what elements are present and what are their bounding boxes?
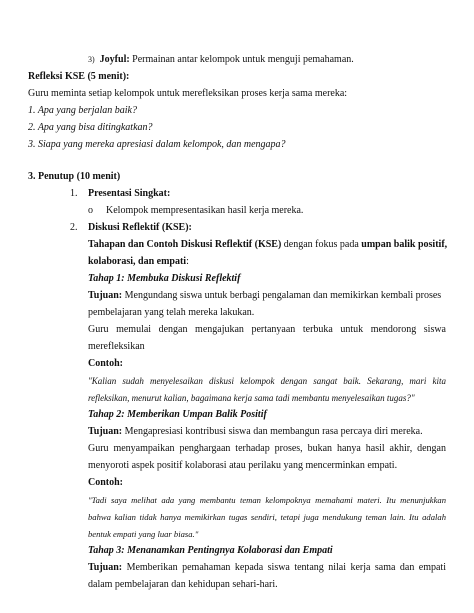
- item1-number: 1.: [70, 188, 78, 199]
- tahap2-quote-line2: bahwa kalian tidak hanya memikirkan tugas sendiri, tetapi juga mendukung teman lain. Itu adalah: [88, 512, 446, 522]
- item2-intro-line2: [88, 256, 189, 268]
- joyful-number: 3): [88, 55, 95, 64]
- item2-intro-line2-bold: kolaborasi, dan empati: [88, 256, 187, 267]
- tahap1-quote-line1: "Kalian sudah menyelesaikan diskusi kelompok dengan sangat baik. Sekarang, mari kita: [88, 376, 446, 386]
- item2-number: 2.: [70, 222, 78, 233]
- refleksi-intro: Guru meminta setiap kelompok untuk merefleksikan proses kerja sama mereka:: [28, 88, 348, 99]
- penutup-heading: 3. Penutup (10 menit): [28, 171, 121, 182]
- tahap2-quote-line1: "Tadi saya melihat ada yang membantu teman kelompoknya memahami materi. Itu menunjukkan: [88, 495, 446, 505]
- tahap1-guru-line1: Guru memulai dengan mengajukan pertanyaan terbuka untuk mendorong siswa: [88, 324, 446, 335]
- tahap2-quote-line3: bentuk empati yang luar biasa.": [88, 529, 199, 539]
- tahap2-guru-line2: menyoroti aspek positif kolaborasi atau perilaku yang mencerminkan empati.: [88, 460, 398, 471]
- item1-bullet: o: [88, 205, 93, 216]
- tahap2-tujuan-line1: [88, 426, 423, 438]
- tahap2-contoh-label: Contoh:: [88, 477, 124, 488]
- refleksi-question-3: 3. Siapa yang mereka apresiasi dalam kelompok, dan mengapa?: [28, 139, 286, 150]
- tahap1-contoh-label: Contoh:: [88, 358, 124, 369]
- tahap1-tujuan-line2: pembelajaran yang telah mereka lakukan.: [88, 307, 255, 318]
- item2-intro-mid: dengan fokus pada: [281, 239, 362, 250]
- tahap1-tujuan-label: Tujuan:: [88, 290, 123, 301]
- joyful-text: Permainan antar kelompok untuk menguji pemahaman.: [129, 54, 354, 65]
- item2-intro-line2-end: :: [186, 256, 189, 267]
- joyful-line: [88, 54, 354, 66]
- tahap1-guru-line2: merefleksikan: [88, 341, 145, 352]
- tahap2-tujuan-label: Tujuan:: [88, 426, 123, 437]
- item2-title: Diskusi Reflektif (KSE):: [88, 222, 192, 233]
- item2-intro-bold1: Tahapan dan Contoh Diskusi Reflektif (KSE): [88, 239, 282, 250]
- tahap3-title: Tahap 3: Menanamkan Pentingnya Kolaborasi dan Empati: [88, 545, 333, 556]
- item1-title: Presentasi Singkat:: [88, 188, 171, 199]
- item2-intro-bold2: umpan balik positif,: [361, 239, 448, 250]
- tahap1-tujuan-text: Mengundang siswa untuk berbagi pengalaman dan memikirkan kembali proses: [122, 290, 442, 301]
- tahap2-title: Tahap 2: Memberikan Umpan Balik Positif: [88, 409, 267, 420]
- tahap2-tujuan-text: Mengapresiasi kontribusi siswa dan membangun rasa percaya diri mereka.: [122, 426, 423, 437]
- tahap3-tujuan-line1: [88, 562, 446, 574]
- tahap1-tujuan-line1: [88, 290, 441, 302]
- tahap1-title: Tahap 1: Membuka Diskusi Reflektif: [88, 273, 241, 284]
- refleksi-question-2: 2. Apa yang bisa ditingkatkan?: [28, 122, 153, 133]
- item2-intro-line1: [88, 239, 447, 251]
- refleksi-heading: Refleksi KSE (5 menit):: [28, 71, 130, 82]
- tahap2-guru-line1: Guru menyampaikan penghargaan terhadap proses, bukan hanya hasil akhir, dengan: [88, 443, 446, 454]
- tahap1-quote-line2: refleksikan, menurut kalian, bagaimana kerja sama tadi membantu menyelesaikan tugas?": [88, 393, 415, 403]
- tahap3-tujuan-label: Tujuan:: [88, 562, 123, 573]
- tahap3-tujuan-text: Memberikan pemahaman kepada siswa tentang nilai kerja sama dan empati: [122, 562, 446, 573]
- refleksi-question-1: 1. Apa yang berjalan baik?: [28, 105, 137, 116]
- tahap3-tujuan-line2: dalam pembelajaran dan kehidupan sehari-hari.: [88, 579, 278, 590]
- joyful-label: Joyful:: [99, 54, 130, 65]
- item1-text: Kelompok mempresentasikan hasil kerja mereka.: [106, 205, 304, 216]
